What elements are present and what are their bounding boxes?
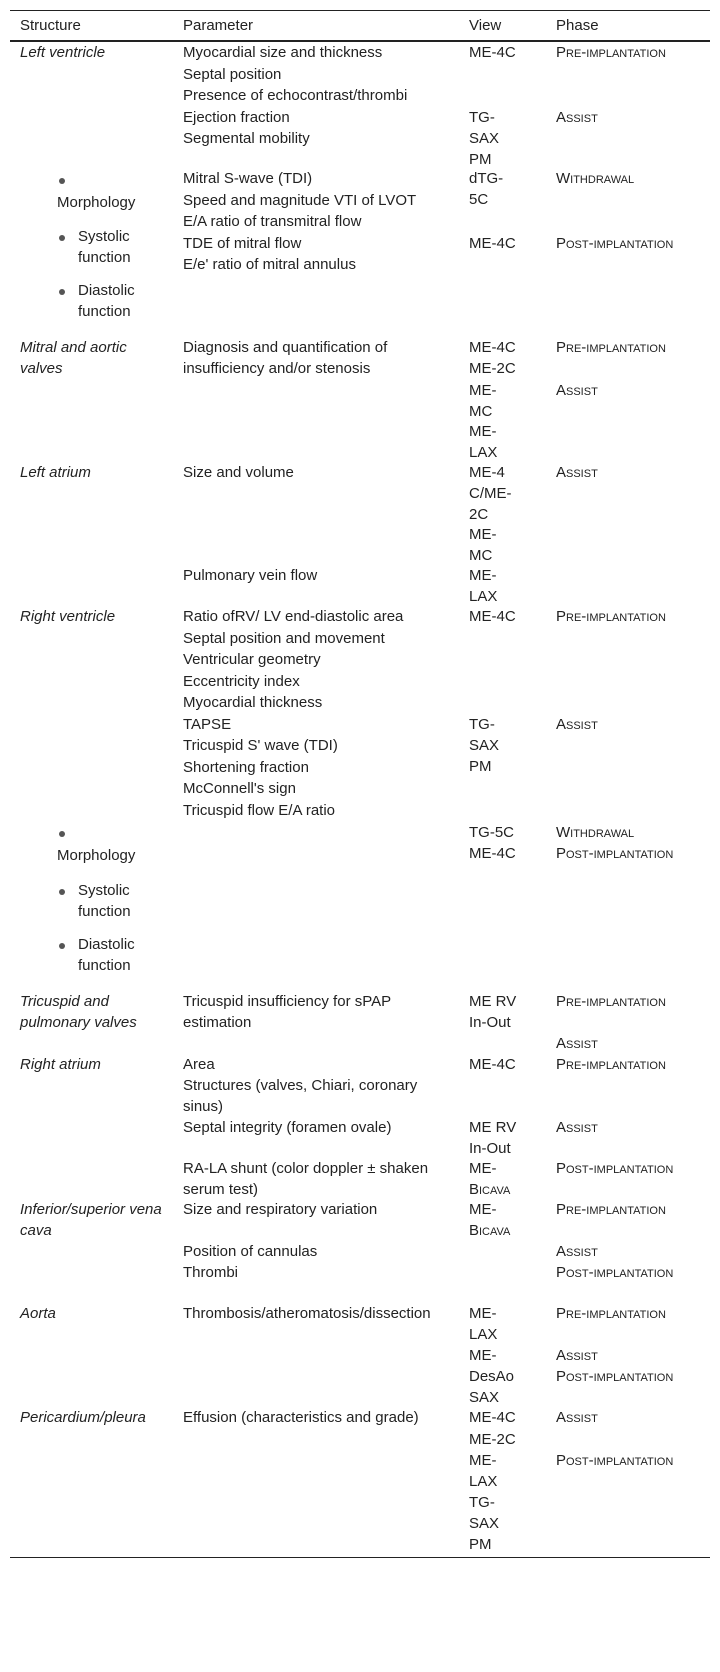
view-item: dTG-5C [469, 170, 504, 208]
view-item: TG-SAX PM [469, 716, 500, 775]
bullet-label: Morphology [57, 847, 136, 864]
phase-item: Withdrawal [556, 824, 635, 841]
structure-left-ventricle: Left ventricle [20, 44, 106, 61]
header-view: View [469, 17, 502, 34]
phase-item: Withdrawal [556, 170, 635, 187]
parameter-item: Septal position and movement [183, 630, 385, 647]
view-item: ME-4C [469, 845, 516, 862]
parameter-item: Eccentricity index [183, 673, 300, 690]
phase-item: Post-implantation [556, 1160, 674, 1177]
parameter-item: Myocardial thickness [183, 694, 323, 711]
bullet-label: Diastolic function [78, 936, 135, 974]
view-item: ME-4C [469, 1056, 516, 1073]
parameter-item: Thrombi [183, 1264, 239, 1281]
view-item: ME-LAX [469, 1452, 498, 1490]
structure-pericardium: Pericardium/pleura [20, 1409, 146, 1426]
structure-right-ventricle: Right ventricle [20, 608, 116, 625]
bullet-label: Systolic function [78, 228, 131, 266]
parameter-item: Ejection fraction [183, 109, 290, 126]
parameter-item: E/e' ratio of mitral annulus [183, 256, 356, 273]
parameter-item: Structures (valves, Chiari, coronary sinus) [183, 1077, 418, 1115]
view-item: TG-SAX PM [469, 1494, 500, 1553]
parameter-item: McConnell's sign [183, 780, 296, 797]
phase-item: Pre-implantation [556, 1305, 666, 1322]
header-parameter: Parameter [183, 17, 254, 34]
bullet-label: Diastolic function [78, 282, 135, 320]
view-item: ME-Bicava [469, 1160, 511, 1198]
phase-item: Post-implantation [556, 235, 674, 252]
parameter-item: Tricuspid insufficiency for sPAP estimation [183, 993, 391, 1031]
phase-item: Assist [556, 1409, 598, 1426]
view-item: TG-SAX PM [469, 109, 500, 168]
phase-item: Assist [556, 716, 598, 733]
top-rule [10, 10, 710, 11]
view-item: ME-4C [469, 44, 516, 61]
parameter-item: Septal position [183, 66, 282, 83]
bullet-icon [59, 235, 65, 241]
bullet-icon [59, 889, 65, 895]
structure-tricuspid-pulmonary: Tricuspid and pulmonary valves [20, 993, 137, 1031]
view-item: ME-4C/ME-2C [469, 464, 512, 523]
structure-left-atrium: Left atrium [20, 464, 91, 481]
bullet-label: Systolic function [78, 882, 131, 920]
parameter-item: Size and respiratory variation [183, 1201, 378, 1218]
parameter-item: Shortening fraction [183, 759, 309, 776]
parameter-item: RA-LA shunt (color doppler ± shaken serum test) [183, 1160, 429, 1198]
parameter-item: Pulmonary vein flow [183, 567, 318, 584]
phase-item: Assist [556, 382, 598, 399]
view-item: ME-LAX [469, 567, 498, 605]
bullet-icon [59, 831, 65, 837]
bullet-label: Morphology [57, 194, 136, 211]
view-item: ME-4C [469, 608, 516, 625]
phase-item: Pre-implantation [556, 608, 666, 625]
parameter-item: Ratio ofRV/ LV end-diastolic area [183, 608, 404, 625]
header-structure: Structure [20, 17, 81, 34]
parameter-item: Presence of echocontrast/thrombi [183, 87, 408, 104]
parameter-item: Myocardial size and thickness [183, 44, 383, 61]
parameter-item: TDE of mitral flow [183, 235, 302, 252]
view-item: ME-4C [469, 339, 516, 356]
bullet-icon [59, 178, 65, 184]
phase-item: Pre-implantation [556, 44, 666, 61]
parameter-item: Segmental mobility [183, 130, 310, 147]
view-item: ME-MC [469, 382, 497, 420]
view-item: ME-4C [469, 235, 516, 252]
parameter-item: Tricuspid S' wave (TDI) [183, 737, 338, 754]
parameter-item: Area [183, 1056, 215, 1073]
view-item: ME-DesAo SAX [469, 1347, 515, 1406]
phase-item: Post-implantation [556, 1368, 674, 1385]
phase-item: Pre-implantation [556, 339, 666, 356]
phase-item: Pre-implantation [556, 1056, 666, 1073]
parameter-item: Speed and magnitude VTI of LVOT [183, 192, 417, 209]
header-phase: Phase [556, 17, 599, 34]
phase-item: Pre-implantation [556, 993, 666, 1010]
view-item: ME-LAX [469, 1305, 498, 1343]
bottom-rule [10, 1557, 710, 1558]
parameter-item: Tricuspid flow E/A ratio [183, 802, 335, 819]
parameter-item: E/A ratio of transmitral flow [183, 213, 362, 230]
phase-item: Post-implantation [556, 1264, 674, 1281]
parameter-item: Ventricular geometry [183, 651, 321, 668]
view-item: ME-Bicava [469, 1201, 511, 1239]
view-item: ME RV In-Out [469, 993, 517, 1031]
view-item: ME RV In-Out [469, 1119, 517, 1157]
view-item: ME-LAX [469, 423, 498, 461]
view-item: ME-2C [469, 360, 516, 377]
parameter-item: Diagnosis and quantification of insufficiency and/or stenosis [183, 339, 388, 377]
phase-item: Assist [556, 1243, 598, 1260]
phase-item: Post-implantation [556, 1452, 674, 1469]
phase-item: Assist [556, 1119, 598, 1136]
parameter-item: TAPSE [183, 716, 232, 733]
structure-right-atrium: Right atrium [20, 1056, 101, 1073]
parameter-item: Mitral S-wave (TDI) [183, 170, 313, 187]
parameter-item: Effusion (characteristics and grade) [183, 1409, 419, 1426]
view-item: ME-4C [469, 1409, 516, 1426]
structure-aorta: Aorta [20, 1305, 56, 1322]
bullet-icon [59, 289, 65, 295]
phase-item: Pre-implantation [556, 1201, 666, 1218]
view-item: ME-2C [469, 1431, 516, 1448]
bullet-icon [59, 943, 65, 949]
view-item: ME-MC [469, 526, 497, 564]
parameter-item: Thrombosis/atheromatosis/dissection [183, 1305, 431, 1322]
view-item: TG-5C [469, 824, 514, 841]
structure-mitral-aortic: Mitral and aortic valves [20, 339, 127, 377]
parameter-item: Septal integrity (foramen ovale) [183, 1119, 392, 1136]
phase-item: Assist [556, 1347, 598, 1364]
phase-item: Assist [556, 1035, 598, 1052]
phase-item: Assist [556, 464, 598, 481]
parameter-item: Size and volume [183, 464, 294, 481]
structure-vena-cava: Inferior/superior vena cava [20, 1201, 162, 1239]
phase-item: Assist [556, 109, 598, 126]
phase-item: Post-implantation [556, 845, 674, 862]
parameter-item: Position of cannulas [183, 1243, 318, 1260]
